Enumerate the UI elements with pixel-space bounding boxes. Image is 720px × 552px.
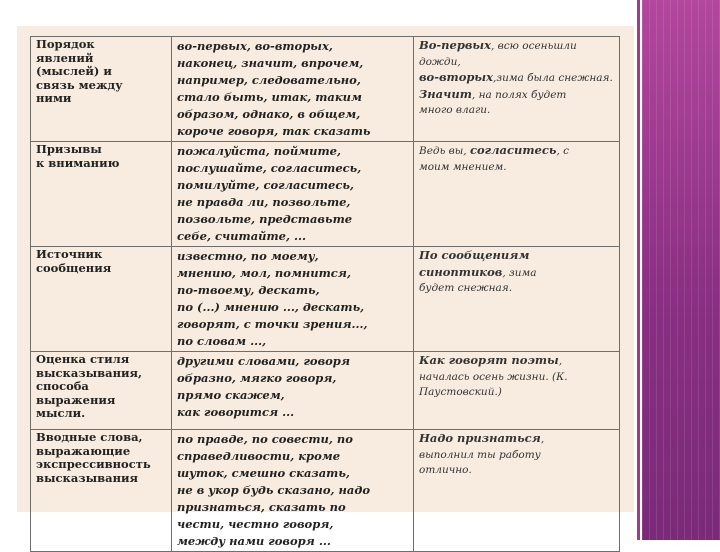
words-line: другими словами, говоря [177, 354, 350, 368]
example-text: , с [556, 145, 569, 157]
words-line: мнению, мол, помнится, [177, 266, 351, 280]
example-keyword: во-вторых [419, 70, 493, 84]
words-line: говорят, с точки зрения..., [177, 317, 368, 331]
example-text: началась осень жизни. (К. [419, 370, 568, 383]
words-line: известно, по моему, [177, 249, 319, 263]
words-line: наконец, значит, впрочем, [177, 56, 364, 70]
example-text: , [493, 72, 497, 84]
words-line: например, следовательно, [177, 73, 361, 87]
words-cell [172, 352, 414, 430]
words-line: признаться, сказать по [177, 500, 346, 514]
table-row [31, 142, 620, 247]
words-line: позвольте, представьте [177, 212, 353, 226]
example-keyword: Во-первых [419, 38, 491, 52]
words-line: помилуйте, согласитесь, [177, 178, 354, 192]
example-text: шли дожди, [419, 40, 577, 68]
example-text: много влаги. [419, 104, 491, 116]
words-line: по словам ..., [177, 334, 267, 348]
example-text: , зима [502, 266, 537, 279]
example-cell [414, 37, 620, 142]
example-keyword: Надо признаться [419, 431, 541, 445]
words-line: по правде, по совести, по [177, 432, 353, 446]
example-text: отлично. [419, 464, 472, 476]
words-cell [172, 37, 414, 142]
category-line: связь между [36, 77, 123, 92]
example-text: выполнил ты работу [419, 448, 541, 461]
example-text: , [540, 433, 545, 445]
category-line: мысли. [36, 406, 86, 420]
words-line: как говорится ... [177, 405, 295, 419]
words-line: себе, считайте, ... [177, 229, 307, 243]
example-keyword: согласитесь [469, 143, 557, 157]
table-row [31, 352, 620, 430]
words-line: не правда ли, позвольте, [177, 195, 351, 209]
category-line: выражающие [36, 443, 131, 458]
example-keyword: По сообщениям [419, 248, 530, 262]
category-cell [31, 352, 172, 430]
words-line: образно, мягко говоря, [177, 371, 337, 385]
words-line: образом, однако, в общем, [177, 107, 361, 121]
example-text: , [558, 355, 563, 367]
words-cell [172, 430, 414, 552]
words-cell [172, 142, 414, 247]
words-line: во-первых, во-вторых, [177, 39, 333, 53]
words-line: короче говоря, так сказать [177, 124, 371, 138]
example-text: зима была снежная. [496, 72, 613, 84]
example-keyword: Значит [419, 86, 472, 101]
category-line: способа [36, 379, 89, 393]
category-cell [31, 430, 172, 552]
category-line: высказывания [36, 470, 139, 485]
example-keyword: Как говорят поэты [419, 353, 559, 367]
words-line: по-твоему, дескать, [177, 283, 320, 297]
words-line: по (...) мнению ..., дескать, [177, 300, 365, 314]
category-line: сообщения [36, 260, 112, 275]
category-line: высказывания, [36, 365, 143, 380]
slide-divider-line [637, 0, 640, 540]
category-line: Оценка стиля [36, 352, 130, 366]
table-row [31, 247, 620, 352]
category-line: Порядок [36, 37, 95, 51]
example-cell [414, 430, 620, 552]
words-line: послушайте, согласитесь, [177, 161, 362, 175]
words-line: шуток, смешно сказать, [177, 466, 350, 480]
introductory-words-table [30, 36, 620, 552]
example-text: моим мнением. [419, 160, 507, 173]
example-text: , на полях будет [471, 88, 567, 101]
category-line: явлений [36, 50, 94, 65]
example-text: будет снежная. [419, 282, 513, 294]
words-line: чести, честно говоря, [177, 517, 334, 531]
slide-content [17, 26, 634, 548]
example-cell [414, 142, 620, 247]
words-line: между нами говоря ... [177, 534, 331, 548]
category-line: к вниманию [36, 155, 120, 170]
category-line: Вводные слова, [36, 430, 143, 444]
category-line: экспрессивность [36, 457, 151, 471]
category-line: (мыслей) и [36, 64, 112, 78]
words-cell [172, 247, 414, 352]
words-line: справедливости, кроме [177, 449, 341, 463]
category-cell [31, 142, 172, 247]
words-line: стало быть, итак, таким [177, 90, 362, 104]
example-cell [414, 247, 620, 352]
category-line: Призывы [36, 142, 102, 156]
example-text: , всю осень [491, 40, 554, 52]
category-line: ними [36, 91, 72, 105]
words-line: не в укор будь сказано, надо [177, 483, 370, 497]
example-cell [414, 352, 620, 430]
table-row [31, 430, 620, 552]
category-line: выражения [36, 392, 116, 407]
category-cell [31, 247, 172, 352]
words-line: прямо скажем, [177, 388, 285, 402]
decorative-side-bar [642, 0, 720, 540]
table-row [31, 37, 620, 142]
example-text: Паустовский.) [419, 386, 502, 398]
category-cell [31, 37, 172, 142]
words-line: пожалуйста, поймите, [177, 144, 341, 158]
example-keyword: синоптиков [419, 264, 503, 279]
category-line: Источник [36, 247, 103, 261]
example-text: Ведь вы, [419, 145, 470, 157]
